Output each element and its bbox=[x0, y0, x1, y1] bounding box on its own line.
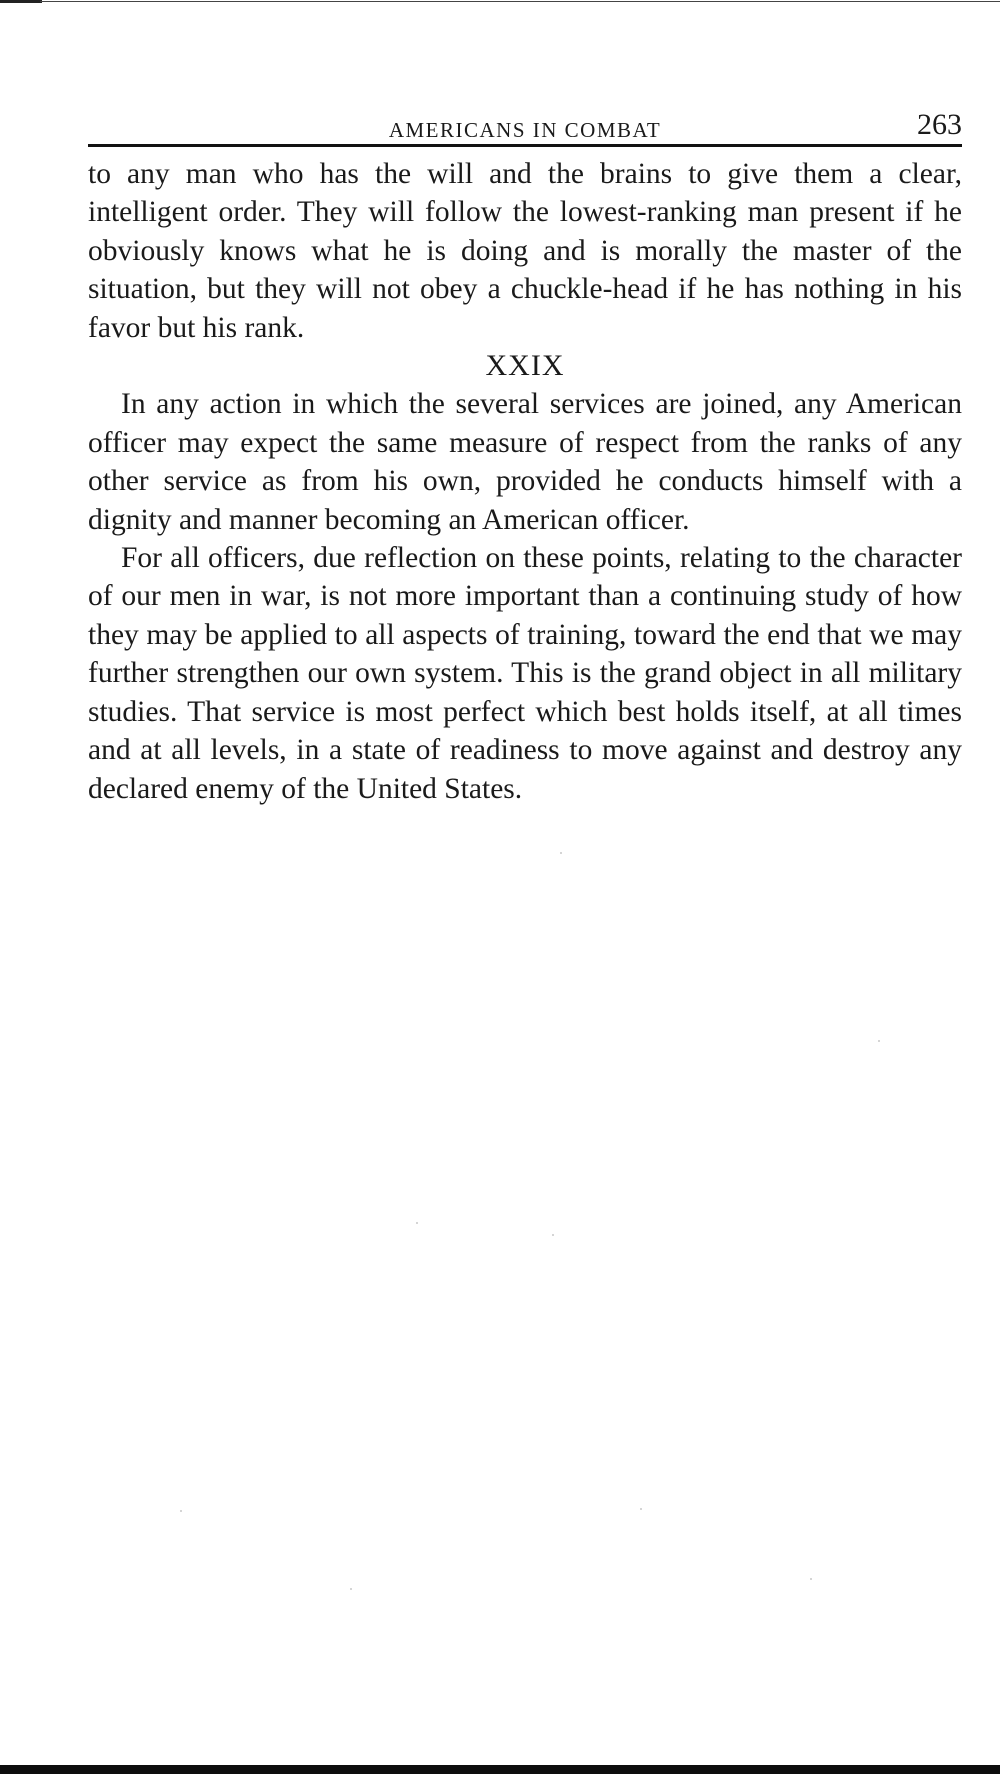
scan-speck bbox=[878, 1040, 880, 1042]
scan-speck bbox=[640, 1508, 642, 1510]
scan-speck bbox=[416, 1222, 418, 1224]
paragraph: In any action in which the several services are joined, any American officer may expect the same measure of respect from the ranks of any other service as from his own, provided he conducts himself with a dignity and manner becoming an American officer. bbox=[88, 388, 962, 536]
running-head-title: AMERICANS IN COMBAT bbox=[388, 118, 662, 142]
section-heading: XXIX bbox=[485, 349, 565, 383]
scan-speck bbox=[810, 1578, 812, 1580]
page-number: 263 bbox=[917, 108, 962, 141]
header-rule bbox=[88, 144, 962, 147]
scan-edge-mark bbox=[0, 0, 42, 3]
paragraph: For all officers, due reflection on these points, relating to the character of our men in war, is not more important than a continuing study of how they may be applied to all aspects of training, toward the end that we may further strengthen our own system. This is the grand object in all military studies. That service is most perfect which best holds itself, at all times and at all levels, in a state of readiness to move against and destroy any declared enemy of the United States. bbox=[88, 542, 962, 805]
scan-edge-line bbox=[40, 1, 1000, 2]
scan-speck bbox=[180, 1510, 182, 1512]
paragraph-continuation: to any man who has the will and the brains to give them a clear, intelligent order. They will follow the lowest-ranking man present if he obviously knows what he is doing and is morally the master of the situation, but they will not obey a chuckle-head if he has nothing in his favor but his rank. bbox=[88, 158, 962, 344]
body-text bbox=[88, 155, 962, 808]
running-head bbox=[88, 104, 962, 144]
scan-bottom-edge bbox=[0, 1765, 1000, 1774]
scan-speck bbox=[552, 1234, 554, 1236]
scan-speck bbox=[560, 852, 562, 854]
book-page bbox=[88, 104, 962, 808]
scan-speck bbox=[350, 1588, 352, 1590]
